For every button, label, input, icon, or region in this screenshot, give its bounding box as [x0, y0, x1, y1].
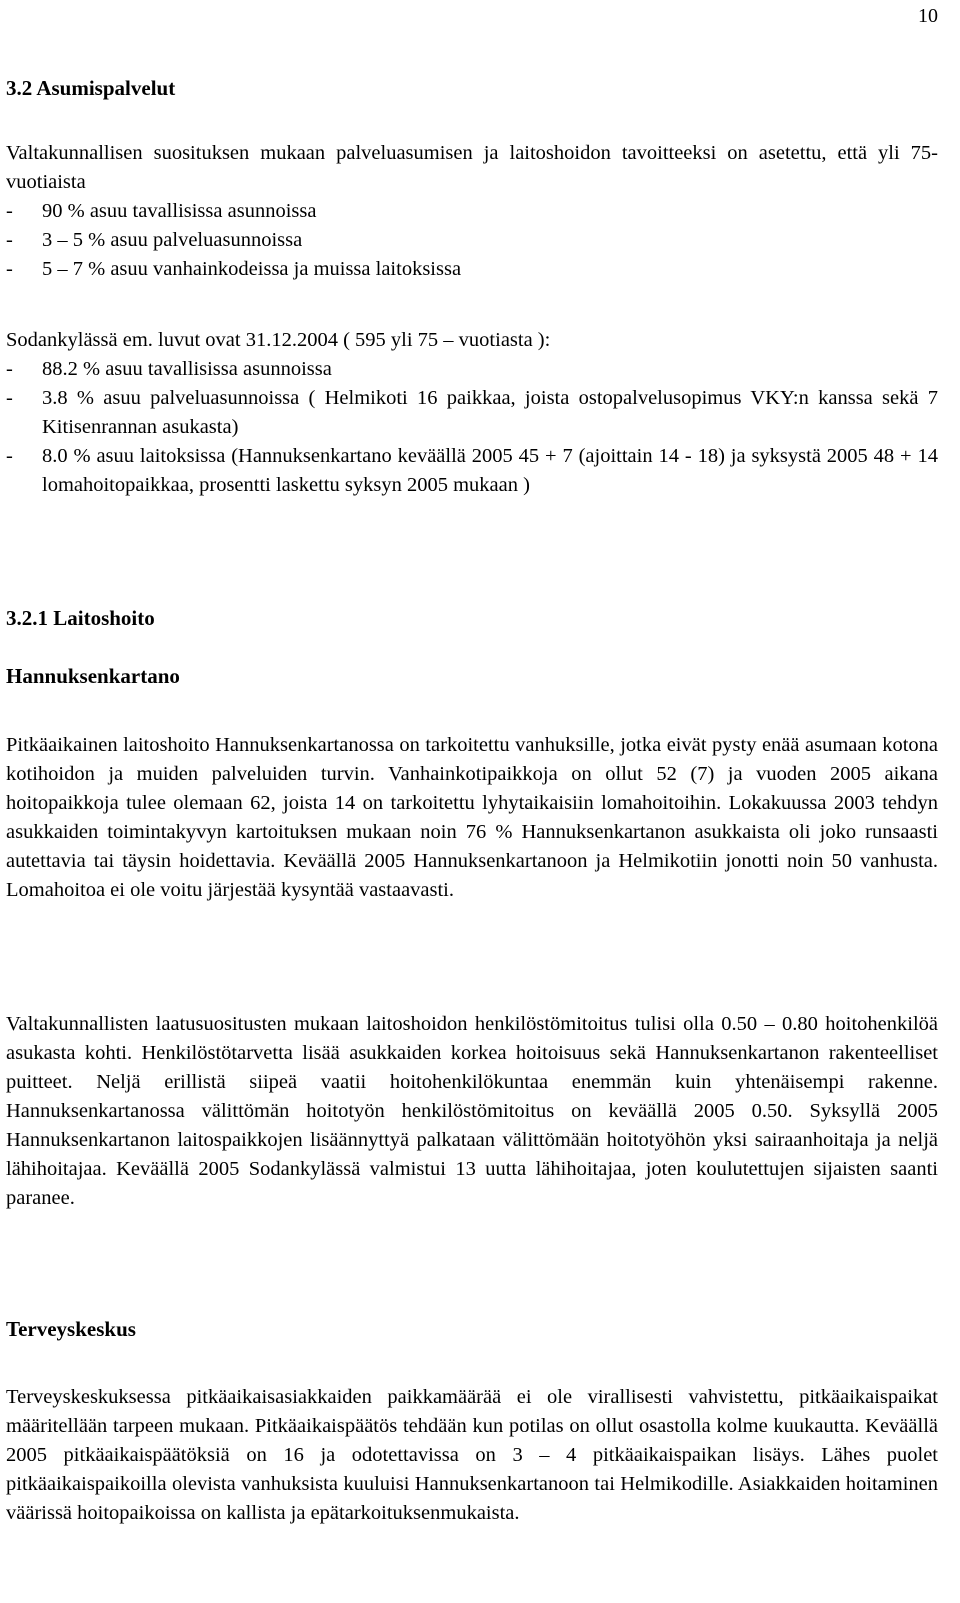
- terveyskeskus-para1-block: [6, 1383, 938, 1528]
- section-intro-block: [6, 139, 938, 284]
- subsection-heading: 3.2.1 Laitoshoito: [6, 606, 155, 630]
- hannuksenkartano-heading-block: [6, 662, 938, 691]
- hannuksenkartano-para1-block: [6, 731, 938, 905]
- terveyskeskus-heading-block: [6, 1315, 938, 1344]
- target-item: - 90 % asuu tavallisissa asunnoissa: [6, 197, 938, 226]
- subsection-heading-block: [6, 604, 938, 633]
- hannuksenkartano-para2-block: [6, 1010, 938, 1213]
- section-intro: Valtakunnallisen suosituksen mukaan palveluasumisen ja laitoshoidon tavoitteeksi on asetettu, että yli 75-vuotiaista: [6, 142, 938, 193]
- terveyskeskus-heading: Terveyskeskus: [6, 1317, 136, 1341]
- local-figures-block: [6, 326, 938, 500]
- local-list: [6, 355, 938, 500]
- local-item: - 3.8 % asuu palveluasunnoissa ( Helmikoti 16 paikkaa, joista ostopalvelusopimus VKY:n kanssa sekä 7 Kitisenrannan asukasta): [6, 384, 938, 442]
- terveyskeskus-para1: Terveyskeskuksessa pitkäaikaisasiakkaiden paikkamäärää ei ole virallisesti vahvistettu, pitkäaikaispaikat määritellään tarpeen mukaan. Pitkäaikaispäätös tehdään kun potilas on ollut osastolla kolme kuukautta. Keväällä 2005 pitkäaikaispäätöksiä on 16 ja odotettavissa on 3 – 4 pitkäaikaispaikan lisäys. Lähes puolet pitkäaikaispaikoilla olevista vanhuksista kuuluisi Hannuksenkartanoon tai Helmikodille. Asiakkaiden hoitaminen väärissä hoitopaikoissa on kallista ja epätarkoituksenmukaista.: [6, 1386, 938, 1524]
- hannuksenkartano-para2: Valtakunnallisten laatusuositusten mukaan laitoshoidon henkilöstömitoitus tulisi olla 0.50 – 0.80 hoitohenkilöä asukasta kohti. Henkilöstötarvetta lisää asukkaiden korkea hoitoisuus sekä Hannuksenkartanon rakenteelliset puitteet. Neljä erillistä siipeä vaatii hoitohenkilökuntaa enemmän kuin yhtenäisempi rakenne. Hannuksenkartanossa välittömän hoitotyön henkilöstömitoitus on keväällä 2005 0.50. Syksyllä 2005 Hannuksenkartanon laitospaikkojen lisäännyttyä palkataan välittömään hoitotyöhön yksi sairaanhoitaja ja neljä lähihoitajaa. Keväällä 2005 Sodankylässä valmistui 13 uutta lähihoitajaa, joten koulutettujen sijaisten saanti paranee.: [6, 1013, 938, 1209]
- local-intro: Sodankylässä em. luvut ovat 31.12.2004 ( 595 yli 75 – vuotiasta ):: [6, 329, 551, 351]
- section-heading: 3.2 Asumispalvelut: [6, 76, 176, 100]
- hannuksenkartano-heading: Hannuksenkartano: [6, 664, 180, 688]
- target-item: - 3 – 5 % asuu palveluasunnoissa: [6, 226, 938, 255]
- target-list: [6, 197, 938, 284]
- local-item: - 88.2 % asuu tavallisissa asunnoissa: [6, 355, 938, 384]
- target-item: - 5 – 7 % asuu vanhainkodeissa ja muissa laitoksissa: [6, 255, 938, 284]
- local-item: - 8.0 % asuu laitoksissa (Hannuksenkartano keväällä 2005 45 + 7 (ajoittain 14 - 18) ja syksystä 2005 48 + 14 lomahoitopaikkaa, prosentti laskettu syksyn 2005 mukaan ): [6, 442, 938, 500]
- hannuksenkartano-para1: Pitkäaikainen laitoshoito Hannuksenkartanossa on tarkoitettu vanhuksille, jotka eivät pysty enää asumaan kotona kotihoidon ja muiden palveluiden turvin. Vanhainkotipaikkoja on ollut 52 (7) ja vuoden 2005 aikana hoitopaikkoja tulee olemaan 62, joista 14 on tarkoitettu lyhytaikaisiin lomahoitoihin. Lokakuussa 2003 tehdyn asukkaiden toimintakyvyn kartoituksen mukaan noin 76 % Hannuksenkartanon asukkaista oli joko runsaasti autettavia tai täysin hoidettavia. Keväällä 2005 Hannuksenkartanoon ja Helmikotiin jonotti noin 50 vanhusta. Lomahoitoa ei ole voitu järjestää kysyntää vastaavasti.: [6, 734, 938, 901]
- page-number: 10: [918, 5, 938, 27]
